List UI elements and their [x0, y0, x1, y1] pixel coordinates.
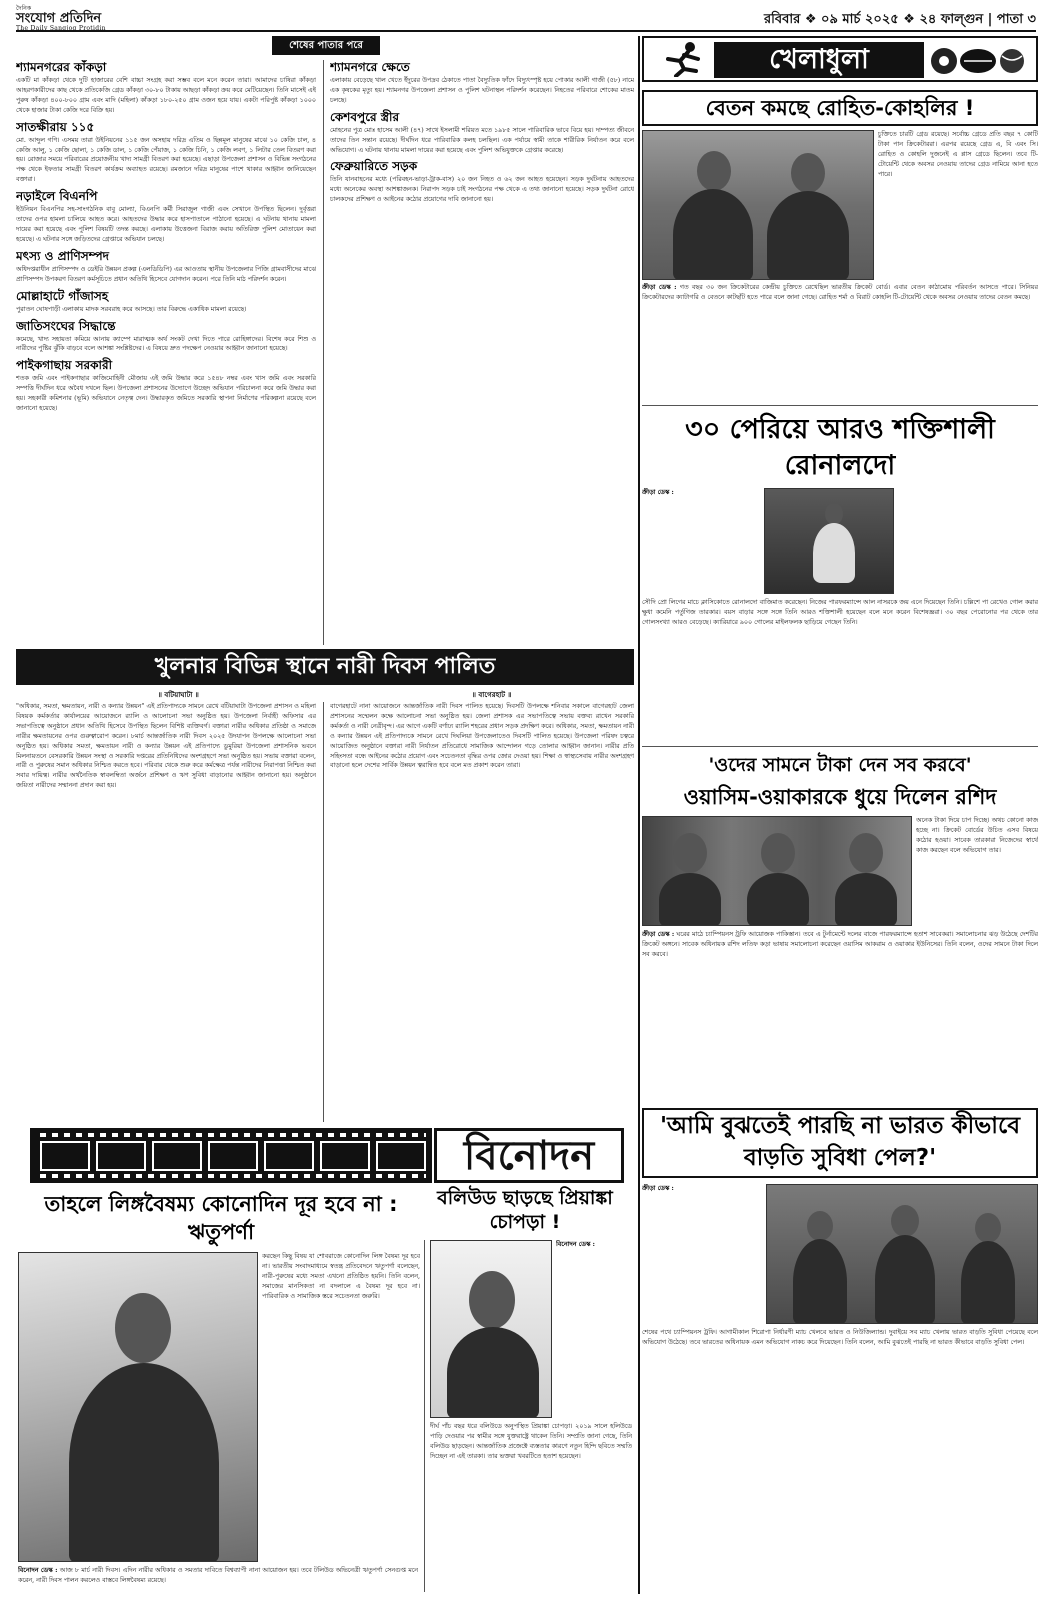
film-holes-bottom — [40, 1174, 426, 1178]
player-body — [875, 1235, 935, 1324]
credit: বিনোদন ডেস্ক : — [556, 1241, 595, 1248]
film-holes-top — [40, 1133, 426, 1137]
player-body — [793, 1239, 847, 1324]
sports-3-text — [642, 930, 1038, 1106]
priyanka-text — [430, 1422, 632, 1594]
rituparna-text — [262, 1252, 420, 1562]
story — [16, 249, 316, 285]
story-headline: ফেব্রুয়ারিতে সড়ক — [330, 159, 418, 174]
sub-heads — [16, 689, 634, 701]
player-body — [961, 1241, 1015, 1324]
rituparna-bottom-text: আজ ৮ মার্চ নারী দিবস। এদিন নারীর অধিকার ও সমতার দাবিতে বিশ্বব্যাপী নানা আয়োজন হয়। তবে টলিউড অভিনেত্রী ঋতুপর্ণা সেনগুপ্ত মনে করেন, নারী দিবস পালন করলেও বাস্তবে লিঙ্গবৈষম্য রয়েছে। — [18, 1567, 418, 1584]
story-headline: জাতিসংঘের সিদ্ধান্তে — [16, 318, 116, 333]
sports-headline-1: বেতন কমছে রোহিত-কোহলির ! — [642, 90, 1038, 126]
story — [330, 60, 634, 106]
story-headline: কেশবপুরে স্ত্রীর — [330, 109, 400, 124]
story-headline: সাতক্ষীরায় ১১৫ — [16, 119, 95, 134]
portrait-body — [447, 1327, 539, 1418]
player-head — [807, 1211, 833, 1241]
story-divider — [642, 405, 1038, 406]
player-head — [825, 503, 843, 525]
story — [330, 110, 634, 156]
nari-dibos-banner: খুলনার বিভিন্ন স্থানে নারী দিবস পালিত — [16, 649, 634, 685]
story-text: শতক জমি এবং পাইকগাছার কাজিমোহিনী মৌজায় এই জমি উদ্ধার করে ১৫৪৮ নম্বর এবং খাস জমি এবং সরকারি সম্পত্তি দীর্ঘদিন ধরে অবৈধ দখলে ছিল। উপজেলা প্রশাসনের উদ্যোগে উচ্ছেদ অভিযান পরিচালনা করে জমি উদ্ধার করা হয়। সহকারী কমিশনার (ভূমি) অভিযানে নেতৃত্ব দেন। উদ্ধারকৃত জমিতে সরকারি স্থাপনা নির্মাণের পরিকল্পনা রয়েছে বলে জানানো হয়েছে। — [16, 375, 316, 413]
person-body — [659, 873, 721, 926]
credit: ক্রীড়া ডেস্ক : — [642, 931, 675, 938]
nari-column-right — [330, 702, 634, 1122]
player-head — [975, 1213, 1001, 1243]
runner-icon — [654, 41, 710, 77]
story-text: এলাকায় বেড়েছে খাল খেতে ইঁদুরের উপদ্রব ঠেকাতে পাতা বৈদ্যুতিক ফাঁদে বিদ্যুৎস্পৃষ্ট হয়ে পোকার আলী গাজী (৫৮) নামে এক কৃষকের মৃত্যু হয়। শ্যামনগর উপজেলা প্রশাসন ও পুলিশ ঘটনাস্থল পরিদর্শন করেছেন। নিহতের পরিবারে শোকের মাতম চলছে। — [330, 77, 634, 104]
nari-column-left — [16, 702, 316, 1122]
section-divider — [638, 36, 640, 1594]
player-head — [891, 1205, 919, 1237]
column-left-b — [330, 60, 634, 645]
person-body — [835, 873, 897, 926]
newspaper-logo — [16, 6, 106, 32]
sports-1-text — [642, 283, 1038, 403]
priyanka-headline: বলিউড ছাড়ছে প্রিয়াঙ্কা চোপড়া ! — [437, 1187, 613, 1233]
rohit-kohli-photo — [642, 130, 874, 280]
dateline: রবিবার ❖ ০৯ মার্চ ২০২৫ ❖ ২৪ ফাল্গুন | পাতা ৩ — [764, 12, 1036, 27]
film-strip-graphic — [30, 1128, 432, 1183]
story — [16, 120, 316, 186]
sub-head-bagerhat: ॥ বাগেরহাট ॥ — [472, 691, 512, 699]
column-divider — [323, 60, 324, 645]
rituparna-photo — [18, 1252, 258, 1562]
portrait-body — [69, 1363, 219, 1562]
credit: ক্রীড়া ডেস্ক : — [642, 284, 677, 291]
credit: বিনোদন ডেস্ক : — [18, 1567, 58, 1574]
player-body — [813, 523, 855, 583]
story-text: তিনি যানবাহনের মধ্যে (পরিবহন-ভাড়া-ট্রাক-বাস) ২০ জন নিহত ও ৬২ জন আহত হয়েছেন। সড়ক দুর্ঘটনায় আহতদের মধ্যে অনেকের অবস্থা আশঙ্কাজনক। নিরাপদ সড়ক চাই সংগঠনের পক্ষ থেকে এ তথ্য জানানো হয়েছে। সড়ক দুর্ঘটনা রোধে চালকদের প্রশিক্ষণ ও আইনের কঠোর প্রয়োগের দাবি জানানো হয়। — [330, 176, 634, 204]
logo-top: দৈনিক — [16, 5, 32, 12]
sports-1-side: চুক্তিতে চারটি গ্রেড রয়েছে। সর্বোচ্চ গ্রেডে প্রতি বছর ৭ কোটি টাকা পান ক্রিকেটাররা। এরপর রয়েছে গ্রেড এ, বি এবং সি। রোহিত ও কোহলি দুজনেই এ প্লাস গ্রেডে ছিলেন। তবে টি-টোয়েন্টি থেকে অবসর নেওয়ায় তাদের গ্রেড নামিয়ে আনা হতে পারে। — [878, 131, 1038, 178]
sports-headline-3-top: 'ওদের সামনে টাকা দেন সব করবে' — [708, 754, 972, 776]
story-text: অধিদপ্তরাধীন প্রাণিসম্পদ ও ডেইরি উন্নয়ন প্রকল্প (এলডিডিপি) এর আওতায় স্থানীয় উপজেলার পিজি গ্রামবাসীদের মাঝে প্রাণিসম্পদ উপকরণ বিতরণ কর্মসূচিতে প্রধান অতিথি হিসেবে যোগদান করেন। পরে তিনি মাঠ পরিদর্শন করেন। — [16, 265, 316, 283]
sub-head-botiaghata: ॥ বটিয়াঘাটা ॥ — [158, 691, 199, 699]
credit: ক্রীড়া ডেস্ক : — [642, 489, 674, 496]
credit: ক্রীড়া ডেস্ক : — [642, 1185, 674, 1192]
person-head — [849, 833, 883, 873]
story — [16, 358, 316, 414]
pakistan-cricketers-photo — [642, 816, 912, 926]
column-divider — [424, 1240, 425, 1592]
ronaldo-photo — [764, 488, 894, 594]
story-headline: শ্যামনগরের কাঁকড়া — [16, 60, 107, 74]
rituparna-story-text: করছেন কিছু বিষয় যা শোবরাজে কোনোদিন লিঙ্গ বৈষম্য দূর হবে না। ভারতীয় সংবাদমাধ্যমে স্বতন্ত্র প্রতিবেদনে ঋতুপর্ণা বলেছেন, নারী-পুরুষের মধ্যে সমতা এখনো প্রতিষ্ঠিত হয়নি। তিনি বলেন, সমাজের মানসিকতা না বদলালে এ বৈষম্য দূর হবে না। পারিবারিক ও সামাজিক স্তরে সচেতনতা জরুরি। — [262, 1253, 420, 1300]
nari-text-left: "অধিকার, সমতা, ক্ষমতায়ন, নারী ও কন্যার উন্নয়ন" এই প্রতিপাদ্যকে সামনে রেখে বটিয়াঘাটা উপজেলা প্রশাসন ও মহিলা বিষয়ক কর্মকর্তার কার্যালয়ের আয়োজনে র‍্যালি ও আলোচনা সভা অনুষ্ঠিত হয়। উপজেলা নির্বাহী অফিসার এর সভাপতিত্বে অনুষ্ঠানে প্রধান অতিথি হিসেবে উপস্থিত ছিলেন বিশিষ্ট ব্যক্তিবর্গ। বক্তারা নারীর অধিকার প্রতিষ্ঠা ও সমাজে নারীর ক্ষমতায়নের ওপর গুরুত্বারোপ করেন। ৮মার্চ আন্তর্জাতিক নারী দিবস ২০২৫ উদযাপন উপলক্ষে আলোচনা সভা অনুষ্ঠিত হয়। অধিকার সমতা, ক্ষমতায়ন নারী ও কন্যার উন্নয়ন এই প্রতিপাদ্যে ডুমুরিয়া উপজেলা প্রশাসনিক ভবনে মিলনায়তনে বেসরকারি উন্নয়ন সংস্থা ও সরকারি দপ্তরের প্রতিনিধিদের অংশগ্রহণে সভা অনুষ্ঠিত হয়। সভায় বক্তারা বলেন, নারী ও পুরুষের সমান অধিকার নিশ্চিত করতে হবে। পরিবার থেকে শুরু করে কর্মক্ষেত্র পর্যন্ত নারীদের নিরাপত্তা নিশ্চিত করা সবার দায়িত্ব। নারীর অর্থনৈতিক স্বাবলম্বিতা অর্জনে প্রশিক্ষণ ও ঋণ সুবিধা বাড়ানোর আহ্বান জানানো হয়। অনুষ্ঠানে জয়িতা নারীদের সম্মাননা প্রদান করা হয়। — [16, 703, 316, 790]
sports-3-side: অনেক টাকা দিয়ে চাপ দিচ্ছে। অথচ কোনো কাজ হচ্ছে না। ক্রিকেট বোর্ডের উচিত এসব বিষয়ে কঠোর হওয়া। সাবেক তারকারা নিজেদের স্বার্থে কাজ করছেন বলে অভিযোগ তার। — [916, 817, 1038, 854]
story-text: মোহনের পুত্র মোঃ হাসেম আলী (৪৭) সাথে ইসলামী শরিয়ত মতে ১৯৮৫ সালে পারিবারিক ভাবে বিয়ে হয়। দাম্পত্য জীবনে তাদের তিন সন্তান রয়েছে। দীর্ঘদিন ধরে পারিবারিক কলহ চলছিল। এক পর্যায়ে স্বামী তাকে শারীরিক নির্যাতন করে বলে অভিযোগ। এ ঘটনায় থানায় মামলা দায়ের করা হয়েছে এবং পুলিশ অভিযুক্তকে গ্রেপ্তার করেছে। — [330, 126, 634, 154]
story-text: ইউনিয়ন বিএনপির সহ-সাংগঠনিক বাবু মোল্যা, বিএনপি কর্মী সিরাজুল গাজী এবং সেখানে উপস্থিত ছিলেন। দুর্বৃত্তরা তাদের ওপর হামলা চালিয়ে আহত করে। আহতদের উদ্ধার করে হাসপাতালে পাঠানো হয়েছে। এ ঘটনায় থানায় মামলা দায়ের করা হয়েছে এবং পুলিশ বিষয়টি তদন্ত করছে। এলাকায় উত্তেজনা বিরাজ করায় অতিরিক্ত পুলিশ মোতায়েন করা হয়েছে। এ ঘটনার সঙ্গে জড়িতদের গ্রেপ্তারে অভিযান চলছে। — [16, 206, 316, 243]
khela-header — [642, 36, 1038, 82]
story-text: কমেছে, খাদ্য সহায়তা কমিয়ে আনায় ক্যাম্পে মারাত্মক অর্থ সংকট দেখা দিতে পারে রোহিঙ্গাদের। বিশেষ করে শিশু ও নারীদের পুষ্টির ঝুঁকি বাড়বে বলে আশঙ্কা সংশ্লিষ্টদের। এ বিষয়ে দ্রুত পদক্ষেপ নেওয়ার আহ্বান জানানো হয়েছে। — [16, 335, 316, 353]
logo-english: The Daily Sangjog Protidin — [16, 24, 106, 32]
story — [16, 60, 316, 116]
sports-4-text-left — [642, 1184, 764, 1324]
story — [330, 159, 634, 205]
story — [16, 189, 316, 245]
rituparna-headline: তাহলে লিঙ্গবৈষম্য কোনোদিন দূর হবে না : ঋতুপর্ণা — [44, 1192, 398, 1244]
sports-2-text-left — [642, 488, 762, 594]
logo-main: সংযোগ প্রতিদিন — [16, 11, 102, 27]
person-head — [673, 833, 707, 873]
rituparna-bottom — [18, 1566, 418, 1596]
sports-headline-4: 'আমি বুঝতেই পারছি না ভারত কীভাবে বাড়তি সুবিধা পেল?' — [642, 1108, 1038, 1178]
priyanka-photo — [430, 1240, 552, 1418]
sports-4-text — [642, 1328, 1038, 1594]
story — [16, 319, 316, 355]
priyanka-text-top — [556, 1240, 632, 1418]
player-head — [697, 151, 731, 191]
section-label: শেষের পাতার পরে — [272, 36, 380, 55]
person-body — [747, 873, 809, 926]
film-frames — [40, 1141, 426, 1171]
story-headline: মৎস্য ও প্রাণিসম্পদ — [16, 248, 109, 263]
sports-headline-3-bottom: ওয়াসিম-ওয়াকারকে ধুয়ে দিলেন রশিদ — [683, 785, 997, 809]
sports-2-text — [642, 598, 1038, 744]
player-body — [673, 189, 753, 280]
khela-title: খেলাধুলা — [714, 42, 924, 78]
person-head — [761, 833, 795, 873]
binodon-label: বিনোদন — [434, 1128, 624, 1183]
story-headline: শ্যামনগরে ক্ষেতে — [330, 60, 410, 74]
masthead — [16, 6, 1036, 32]
sports-3-story: ঘরের মাঠে চ্যাম্পিয়নস ট্রফি আয়োজক পাকিস্তান। তবে এ টুর্নামেন্টে দলের বাজে পারফরম্যান্সে হতাশ সাবেকরা। সমালোচনার ঝড় উঠেছে দেশটির ক্রিকেট অঙ্গনে। সাবেক অধিনায়ক রশিদ লতিফ কড়া ভাষায় সমালোচনা করেছেন ওয়াসিম আকরাম ও ওয়াকার ইউনিসের। তিনি বলেন, ওদের সামনে টাকা দিলে সব করবে। — [642, 931, 1038, 958]
nari-text-right: বাগেরহাটে নানা আয়োজনে আন্তর্জাতিক নারী দিবস পালিত হয়েছে। দিবসটি উপলক্ষে শনিবার সকালে বাগেরহাট জেলা প্রশাসনের সম্মেলন কক্ষে আলোচনা সভা অনুষ্ঠিত হয়। জেলা প্রশাসক এর সভাপতিত্বে সভায় বক্তব্য রাখেন সরকারি কর্মকর্তা ও নারী নেত্রীবৃন্দ। এর আগে একটি বর্ণাঢ্য র‍্যালি শহরের প্রধান সড়ক প্রদক্ষিণ করে। অধিকার, সমতা, ক্ষমতায়ন নারী ও কন্যার উন্নয়ন এই প্রতিপাদ্যকে সামনে রেখে দিঘলিয়া উপজেলাতেও দিবসটি পালিত হয়েছে। উপজেলা পরিষদ চত্বরে আয়োজিত অনুষ্ঠানে বক্তারা নারী নির্যাতন প্রতিরোধে সামাজিক আন্দোলন গড়ে তোলার আহ্বান জানান। নারীর প্রতি সহিংসতা বন্ধে আইনের কঠোর প্রয়োগ এবং সচেতনতা বৃদ্ধির ওপর জোর দেওয়া হয়। শিক্ষা ও স্বাস্থ্যসেবায় নারীর অংশগ্রহণ বাড়ানো হলে দেশের সার্বিক উন্নয়ন ত্বরান্বিত হবে বলে মত প্রকাশ করেন তারা। — [330, 703, 634, 770]
portrait-head — [469, 1271, 515, 1329]
story-text: মো. আব্দুল গণি। এসময় তারা উইনিয়নের ১১৫ জন অসহায় দরিদ্র এতিম ও ছিন্নমূল মানুষের মাঝে ১০ কেজি চাল, ৪ কেজি আলু, ১ কেজি ছোলা, ১ কেজি ডাল, ১ কেজি পেঁয়াজ, ১ কেজি চিনি, ১ কেজি লবণ, ১ লিটার তেল বিতরণ করা হয়। রোজার সময়ে পরিবারের প্রয়োজনীয় খাদ্য সামগ্রী বিতরণ করা হয়েছে। এছাড়া উপজেলা প্রশাসন ও বিভিন্ন সংগঠনের পক্ষ থেকে ইফতার সামগ্রী বিতরণ কার্যক্রম অব্যাহত রয়েছে। রমজানে দরিদ্র মানুষের পাশে থাকার আহ্বান জানিয়েছেন বক্তারা। — [16, 136, 316, 184]
sports-balls-icon — [928, 44, 1028, 76]
portrait-head — [115, 1293, 171, 1363]
player-body — [767, 191, 849, 280]
sports-1-story: গত বছর ৩০ জন ক্রিকেটারের কেন্দ্রীয় চুক্তিতে রেখেছিল ভারতীয় ক্রিকেট বোর্ড। এবার বেতন কাঠামোয় পরিবর্তন আসতে পারে। সিনিয়র ক্রিকেটারদের ক্যাটাগরি ও বেতনে কাটছাঁট হতে পারে বলে জানা গেছে। রোহিত শর্মা ও বিরাট কোহলি টি-টোয়েন্টি থেকে অবসর নেওয়ায় তাদের বেতন কমছে। — [642, 284, 1038, 301]
story-headline: নড়াইলে বিএনপি — [16, 189, 98, 204]
sports-1-side-text — [878, 130, 1038, 280]
story-headline: মোল্লাহাটে গাঁজাসহ — [16, 288, 109, 303]
india-team-photo — [766, 1184, 1038, 1324]
sports-4-story: শেষের পথে চ্যাম্পিয়নস ট্রফি। আগামীকাল শিরোপা নির্ধারণী ম্যাচ খেলবে ভারত ও নিউজিল্যান্ড। দুবাইয়ে সব ম্যাচ খেলায় ভারত বাড়তি সুবিধা পেয়েছে বলে অভিযোগ উঠেছে। তবে ভারতের অধিনায়ক এমন অভিযোগ নাকচ করে দিয়েছেন। তিনি বলেন, আমি বুঝতেই পারছি না ভারত কীভাবে বাড়তি সুবিধা পেল। — [642, 1329, 1038, 1346]
story-text: পুরাতন ঘোষপাড়ী এলাকায় মাদক সরবরাহ করে আসছে। তার বিরুদ্ধে একাধিক মামলা রয়েছে। — [16, 305, 247, 313]
story — [16, 289, 316, 315]
sports-headline-2: ৩০ পেরিয়ে আরও শক্তিশালী রোনালদো — [685, 414, 995, 481]
column-divider — [323, 702, 324, 1122]
column-left-a — [16, 60, 316, 645]
story-divider — [642, 746, 1038, 747]
priyanka-story-text: দীর্ঘ পাঁচ বছর ধরে বলিউডে অনুপস্থিত প্রিয়াঙ্কা চোপড়া। ২০১৯ সালে হলিউডে পাড়ি দেওয়ার পর স্বামীর সঙ্গে যুক্তরাষ্ট্রে থাকেন তিনি। সম্প্রতি জানা গেছে, তিনি বলিউড ছাড়ছেন। আন্তর্জাতিক প্রজেক্টে ব্যস্ততার কারণে নতুন হিন্দি ছবিতে সম্মতি দিচ্ছেন না এই তারকা। তার ভক্তরা খবরটিতে হতাশ হয়েছেন। — [430, 1423, 632, 1460]
story-headline: পাইকগাছায় সরকারী — [16, 358, 113, 373]
player-head — [791, 153, 825, 193]
story-text: একটি মা কাঁকড়া থেকে দুটি হাজারের বেশি বাচ্চা সংগ্রহ করা সম্ভব বলে মনে করেন তারা। আমাদের চাষিরা কাঁকড়া আহরণকারীদের কাছ থেকে প্রতিকেজি গ্রেড কাঁকড়া ৩০-৮০ টাকায় আছড়া কাঁকড়া ক্রয় করে মেটিয়েছেন। তিনি মাসেই এই পুরুষ কাঁকড়া ৪০০-৮০০ গ্রাম এবং মাদি (মহিলা) কাঁকড়া ১৮০-২৫০ গ্রাম ওজন হয়ে যায়। একটা পরিপুষ্ট কাঁকড়া ১০০০ থেকে হাজার টাকা কেজি দরে বিক্রি হয়। — [16, 77, 316, 114]
sports-3-side-text — [916, 816, 1038, 926]
sports-2-story: সৌদি প্রো লিগের মাচে ক্লাসিকোতে রোনালদো বাজিমাত করেছেন। নিজের পারফরম্যান্সে আল নাসরকে জয় এনে দিয়েছেন তিনি। চল্লিশে পা রেখেও গোল করার ক্ষুধা কমেনি পর্তুগিজ তারকার। বয়স বাড়ার সঙ্গে সঙ্গে তিনি আরও শক্তিশালী হয়েছেন বলে মনে করেন বিশেষজ্ঞরা। ৩০ বছর পেরোনোর পর থেকে তার গোলসংখ্যা আরও বেড়েছে। ক্যারিয়ারে ৯০০ গোলের মাইলফলক ছাড়িয়ে গেছেন তিনি। — [642, 599, 1038, 626]
